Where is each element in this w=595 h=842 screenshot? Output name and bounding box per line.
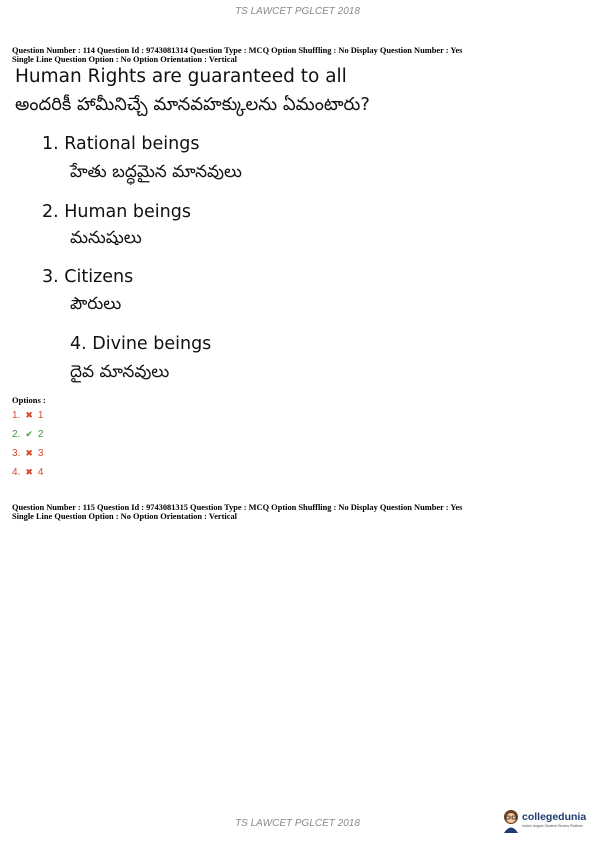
choice-2-english: 2. Human beings (42, 202, 191, 222)
question-115-meta-line2: Single Line Question Option : No Option Orientation : Vertical (12, 512, 237, 521)
question-114-meta (12, 46, 582, 64)
option-number: 4. (12, 467, 21, 478)
question-114-meta-line1: Question Number : 114 Question Id : 9743081314 Question Type : MCQ Option Shuffling : No Display Question Number : Yes (12, 46, 463, 55)
question-115-meta-line1: Question Number : 115 Question Id : 9743081315 Question Type : MCQ Option Shuffling : No Display Question Number : Yes (12, 503, 463, 512)
choice-3-english: 3. Citizens (42, 267, 134, 287)
option-value: 2 (37, 429, 44, 440)
question-115-meta (12, 503, 582, 521)
choice-4-telugu: దైవ మానవులు (70, 362, 170, 382)
cross-icon: ✖ (25, 410, 33, 420)
check-icon: ✔ (25, 429, 33, 439)
question-114-meta-line2: Single Line Question Option : No Option Orientation : Vertical (12, 55, 237, 64)
option-number: 1. (12, 410, 21, 421)
question-text-telugu: అందరికీ హామీనిచ్చే మానవహక్కులను ఏమంటారు? (15, 94, 370, 115)
options-label: Options : (12, 395, 46, 405)
option-value: 1 (37, 410, 44, 421)
choice-1-english: 1. Rational beings (42, 134, 200, 154)
logo-wordmark: collegedunia (522, 811, 587, 823)
page-header: TS LAWCET PGLCET 2018 (235, 6, 360, 17)
choice-1-telugu: హేతు బద్ధమైన మానవులు (70, 162, 242, 182)
option-row-1 (12, 410, 43, 421)
logo-tagline: India's largest Student Review Platform (522, 824, 583, 828)
question-text-english: Human Rights are guaranteed to all (15, 66, 347, 87)
mascot-icon (500, 807, 522, 833)
option-row-2 (12, 429, 43, 440)
choice-4-english: 4. Divine beings (70, 334, 212, 354)
option-number: 3. (12, 448, 21, 459)
choice-2-telugu: మనుషులు (70, 228, 142, 248)
cross-icon: ✖ (25, 467, 33, 477)
collegedunia-logo (500, 805, 592, 835)
cross-icon: ✖ (25, 448, 33, 458)
option-value: 4 (37, 467, 44, 478)
option-row-4 (12, 467, 43, 478)
choice-3-telugu: పౌరులు (70, 294, 122, 314)
option-number: 2. (12, 429, 21, 440)
option-row-3 (12, 448, 43, 459)
option-value: 3 (37, 448, 44, 459)
page-footer: TS LAWCET PGLCET 2018 (235, 818, 360, 829)
